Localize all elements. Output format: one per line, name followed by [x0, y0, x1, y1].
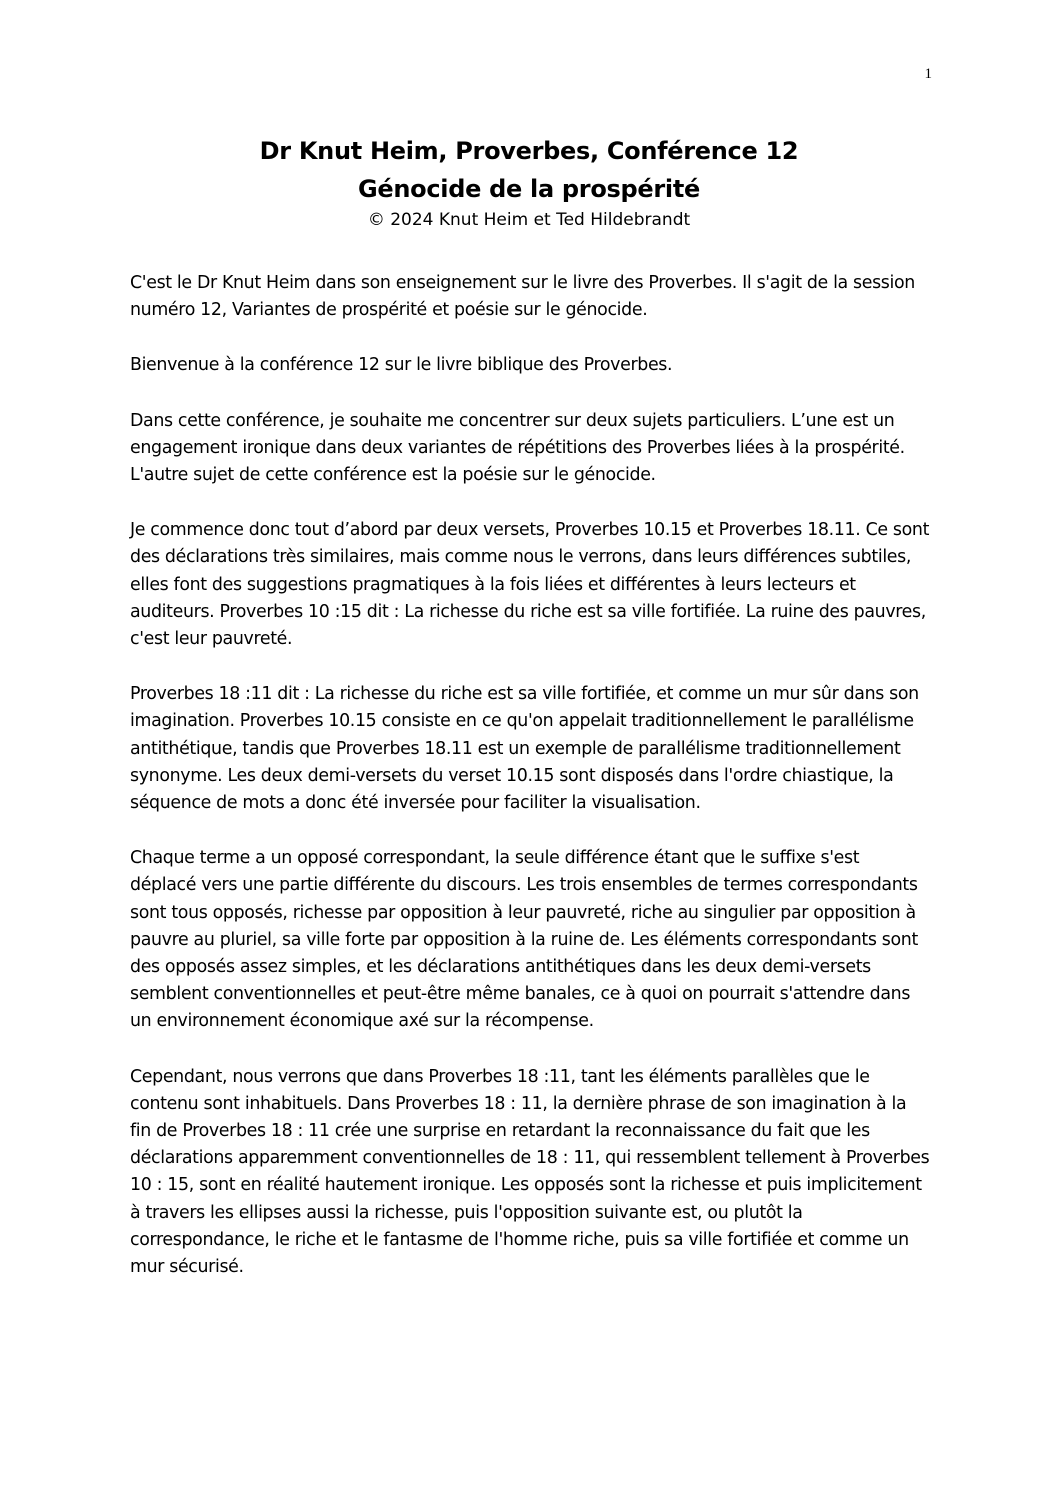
- paragraph-4: Je commence donc tout d’abord par deux versets, Proverbes 10.15 et Proverbes 18.11. Ce sont des déclarations très similaires, mais comme nous le verrons, dans leurs différences subtiles, elles font des suggestions pragmatiques à la fois liées et différentes à leurs lecteurs et auditeurs. Proverbes 10 :15 dit : La richesse du riche est sa ville fortifiée. La ruine des pauvres, c'est leur pauvreté.: [130, 520, 930, 650]
- document-subtitle: Génocide de la prospérité: [358, 175, 700, 203]
- copyright-notice: © 2024 Knut Heim et Ted Hildebrandt: [367, 210, 691, 230]
- paragraph-3: Dans cette conférence, je souhaite me concentrer sur deux sujets particuliers. L’une est un engagement ironique dans deux variantes de répétitions des Proverbes liées à la prospérité. L'autre sujet de cette conférence est la poésie sur le génocide.: [130, 410, 905, 486]
- document-header: [0, 132, 1058, 232]
- paragraph-7: Cependant, nous verrons que dans Proverbes 18 :11, tant les éléments parallèles que le contenu sont inhabituels. Dans Proverbes 18 : 11, la dernière phrase de son imagination à la fin de Proverbes 18 : 11 crée une surprise en retardant la reconnaissance du fait que les déclarations apparemment conventionnelles de 18 : 11, qui ressemblent tellement à Proverbes 10 : 15, sont en réalité hautement ironique. Les opposés sont la richesse et puis implicitement à travers les ellipses aussi la richesse, puis l'opposition suivante est, ou plutôt la correspondance, le riche et le fantasme de l'homme riche, puis sa ville fortifiée et comme un mur sécurisé.: [130, 1066, 930, 1278]
- page-number: 1: [924, 66, 932, 82]
- paragraph-2: Bienvenue à la conférence 12 sur le livre biblique des Proverbes.: [130, 355, 673, 376]
- paragraph-5: Proverbes 18 :11 dit : La richesse du riche est sa ville fortifiée, et comme un mur sûr dans son imagination. Proverbes 10.15 consiste en ce qu'on appelait traditionnellement le parallélisme antithétique, tandis que Proverbes 18.11 est un exemple de parallélisme traditionnellement synonyme. Les deux demi-versets du verset 10.15 sont disposés dans l'ordre chiastique, la séquence de mots a donc été inversée pour faciliter la visualisation.: [130, 684, 919, 814]
- paragraph-1: C'est le Dr Knut Heim dans son enseignement sur le livre des Proverbes. Il s'agit de la session numéro 12, Variantes de prospérité et poésie sur le génocide.: [130, 273, 915, 321]
- paragraph-6: Chaque terme a un opposé correspondant, la seule différence étant que le suffixe s'est déplacé vers une partie différente du discours. Les trois ensembles de termes correspondants sont tous opposés, richesse par opposition à leur pauvreté, riche au singulier par opposition à pauvre au pluriel, sa ville forte par opposition à la ruine de. Les éléments correspondants sont des opposés assez simples, et les déclarations antithétiques dans les deux demi-versets semblent conventionnelles et peut-être même banales, ce à quoi on pourrait s'attendre dans un environnement économique axé sur la récompense.: [130, 848, 918, 1032]
- document-title: Dr Knut Heim, Proverbes, Conférence 12: [259, 137, 799, 165]
- document-body: [130, 270, 930, 1309]
